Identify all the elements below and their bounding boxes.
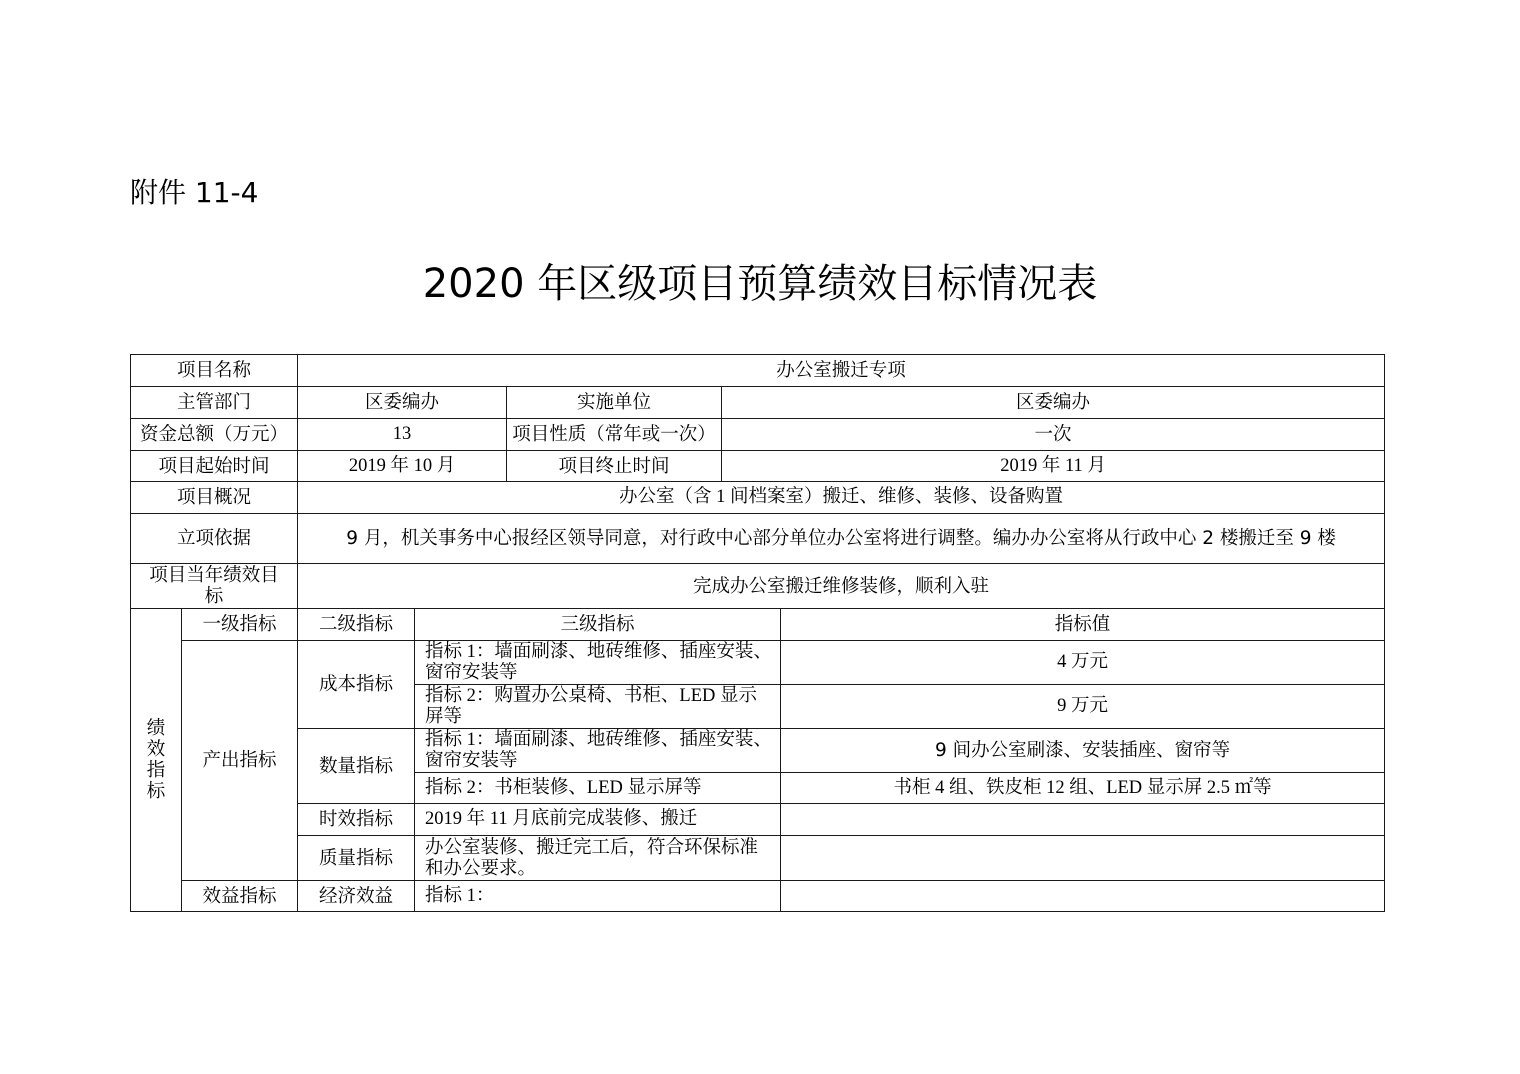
row-overview xyxy=(131,482,1385,514)
text-line: 指标 2：购置办公桌椅、书柜、LED 显示 xyxy=(425,685,757,706)
start-time-label: 项目起始时间 xyxy=(131,451,298,482)
quality-indicator-label: 质量指标 xyxy=(298,836,415,881)
header-level2: 二级指标 xyxy=(298,609,415,641)
total-fund-value: 13 xyxy=(298,419,507,451)
table-row xyxy=(131,881,1385,912)
economic-benefit-label: 经济效益 xyxy=(298,881,415,912)
level3-indicator-text xyxy=(415,773,781,804)
table-row xyxy=(131,804,1385,836)
level3-indicator-text xyxy=(415,836,781,881)
row-basis xyxy=(131,514,1385,564)
annual-goal-label-line: 标 xyxy=(204,586,224,607)
level3-indicator-text xyxy=(415,729,781,773)
department-label: 主管部门 xyxy=(131,387,298,419)
total-fund-label: 资金总额（万元） xyxy=(131,419,298,451)
row-funding xyxy=(131,419,1385,451)
overview-label: 项目概况 xyxy=(131,482,298,514)
indicator-value: 书柜 4 组、铁皮柜 12 组、LED 显示屏 2.5 ㎡等 xyxy=(781,773,1385,804)
indicator-value: 9 间办公室刷漆、安装插座、窗帘等 xyxy=(781,729,1385,773)
table-row xyxy=(131,641,1385,685)
output-indicator-label: 产出指标 xyxy=(182,641,298,881)
header-value: 指标值 xyxy=(781,609,1385,641)
end-time-value: 2019 年 11 月 xyxy=(722,451,1385,482)
quantity-indicator-label: 数量指标 xyxy=(298,729,415,804)
performance-indicator-label xyxy=(131,609,182,912)
indicator-value xyxy=(781,804,1385,836)
text-line: 2019 年 11 月底前完成装修、搬迁 xyxy=(425,809,698,829)
annual-goal-label xyxy=(131,564,298,609)
attachment-label: 附件 11-4 xyxy=(130,176,259,209)
level3-indicator-text xyxy=(415,641,781,685)
row-period xyxy=(131,451,1385,482)
benefit-indicator-label: 效益指标 xyxy=(182,881,298,912)
text-line: 和办公要求。 xyxy=(425,858,537,879)
row-indicator-header xyxy=(131,609,1385,641)
indicator-value xyxy=(781,836,1385,881)
table-row xyxy=(131,836,1385,881)
indicator-value xyxy=(781,881,1385,912)
cost-indicator-label: 成本指标 xyxy=(298,641,415,729)
overview-value: 办公室（含 1 间档案室）搬迁、维修、装修、设备购置 xyxy=(298,482,1385,514)
row-project-name xyxy=(131,355,1385,387)
project-nature-value: 一次 xyxy=(722,419,1385,451)
timeliness-indicator-label: 时效指标 xyxy=(298,804,415,836)
department-value: 区委编办 xyxy=(298,387,507,419)
implementing-unit-label: 实施单位 xyxy=(507,387,722,419)
start-time-value: 2019 年 10 月 xyxy=(298,451,507,482)
annual-goal-value: 完成办公室搬迁维修装修，顺利入驻 xyxy=(298,564,1385,609)
header-level1: 一级指标 xyxy=(182,609,298,641)
text-line: 窗帘安装等 xyxy=(425,662,518,683)
implementing-unit-value: 区委编办 xyxy=(722,387,1385,419)
text-line: 指标 1：墙面刷漆、地砖维修、插座安装、 xyxy=(425,729,772,750)
table-row xyxy=(131,729,1385,773)
annual-goal-label-line: 项目当年绩效目 xyxy=(149,565,279,586)
project-nature-label: 项目性质（常年或一次） xyxy=(507,419,722,451)
budget-performance-table xyxy=(130,354,1385,912)
text-line: 办公室装修、搬迁完工后，符合环保标准 xyxy=(425,837,759,858)
indicator-value: 4 万元 xyxy=(781,641,1385,685)
basis-label: 立项依据 xyxy=(131,514,298,564)
performance-indicator-text: 绩效指标 xyxy=(146,718,166,802)
basis-value: 9 月，机关事务中心报经区领导同意，对行政中心部分单位办公室将进行调整。编办办公室将从行政中心 2 楼搬迁至 9 楼 xyxy=(298,514,1385,564)
level3-indicator-text xyxy=(415,804,781,836)
project-name-value: 办公室搬迁专项 xyxy=(298,355,1385,387)
text-line: 指标 1： xyxy=(425,885,495,906)
project-name-label: 项目名称 xyxy=(131,355,298,387)
text-line: 指标 1：墙面刷漆、地砖维修、插座安装、 xyxy=(425,641,772,662)
text-line: 屏等 xyxy=(425,706,463,727)
header-level3: 三级指标 xyxy=(415,609,781,641)
row-annual-goal xyxy=(131,564,1385,609)
text-line: 指标 2：书柜装修、LED 显示屏等 xyxy=(425,777,702,798)
text-line: 窗帘安装等 xyxy=(425,750,518,771)
row-department xyxy=(131,387,1385,419)
level3-indicator-text xyxy=(415,881,781,912)
level3-indicator-text xyxy=(415,685,781,729)
indicator-value: 9 万元 xyxy=(781,685,1385,729)
end-time-label: 项目终止时间 xyxy=(507,451,722,482)
document-title: 2020 年区级项目预算绩效目标情况表 xyxy=(422,261,1098,307)
